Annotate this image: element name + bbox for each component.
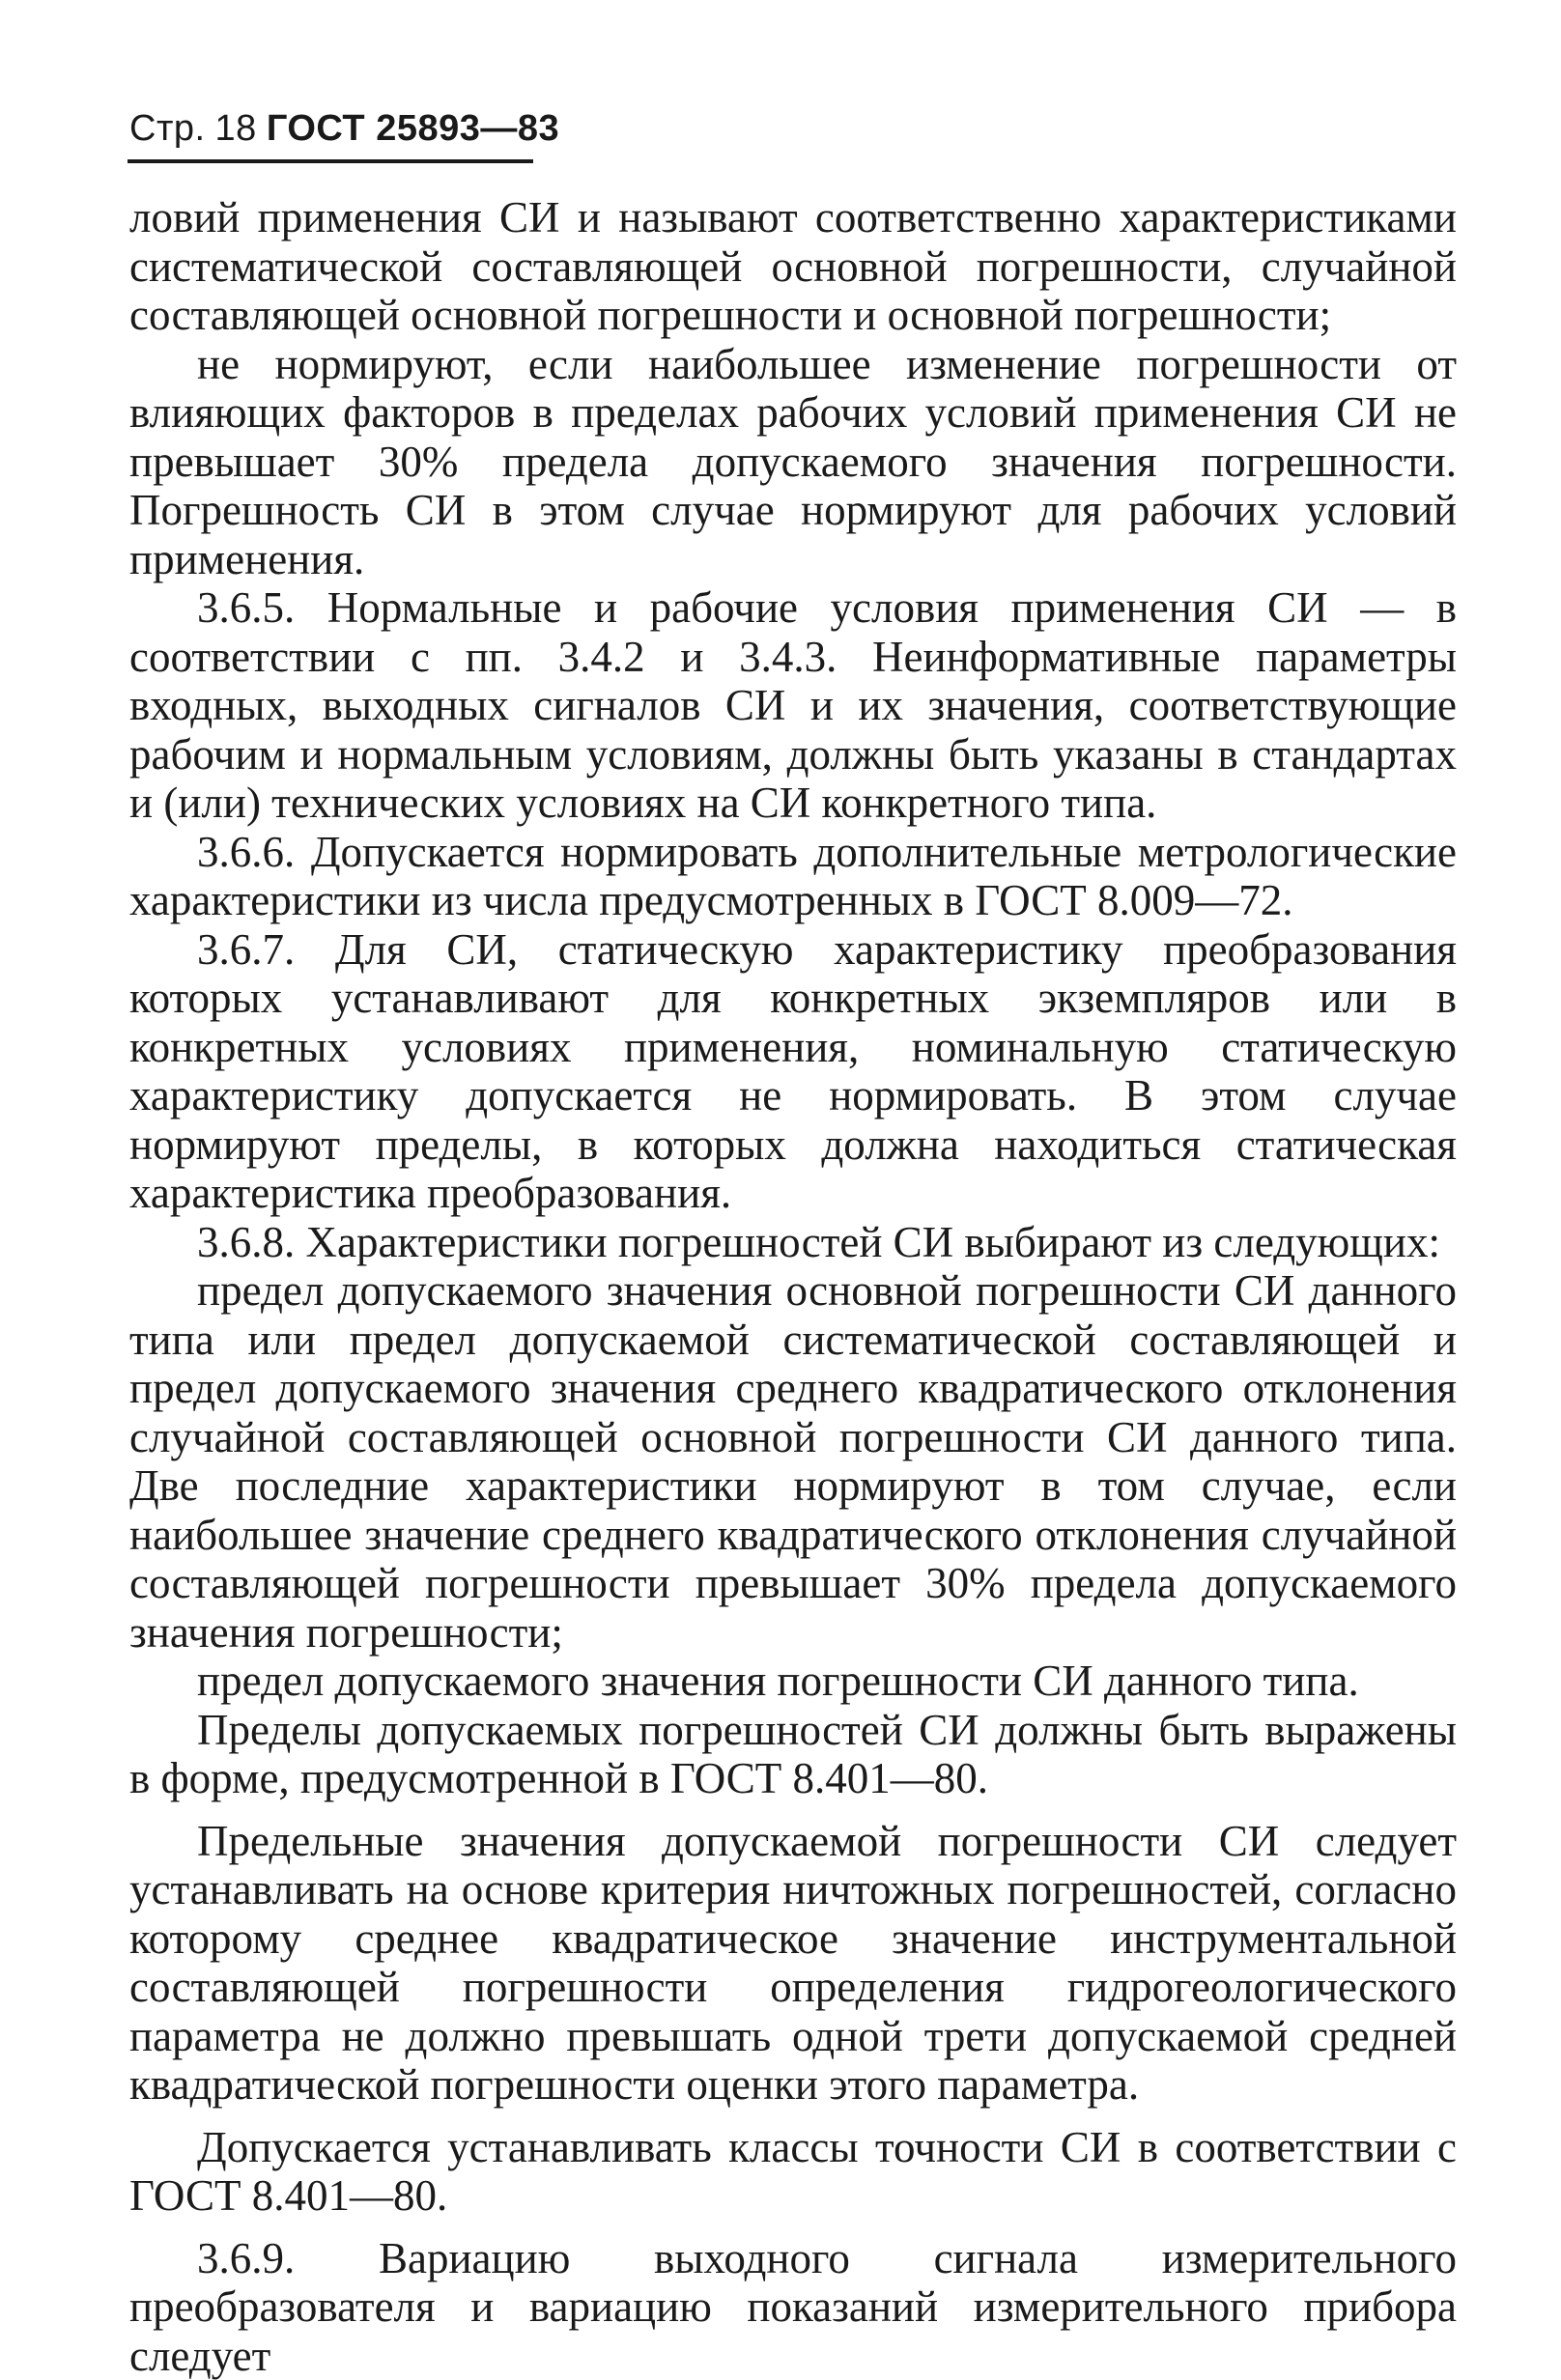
page-header — [129, 106, 559, 151]
document-body — [129, 193, 1457, 2380]
paragraph-3-6-6: 3.6.6. Допускается нормировать дополнительные метрологические характеристики из числа предусмотренных в ГОСТ 8.009—72. — [129, 828, 1457, 925]
paragraph-3-6-7: 3.6.7. Для СИ, статическую характеристику преобразования которых устанавливают для конкретных экземпляров или в конкретных условиях применения, номинальную статическую характеристику допускается не нормировать. В этом случае нормируют пределы, в которых должна находиться статическая характеристика преобразования. — [129, 925, 1457, 1218]
paragraph-not-normalized: не нормируют, если наибольшее изменение погрешности от влияющих факторов в пределах рабочих условий применения СИ не превышает 30% предела допускаемого значения погрешности. Погрешность СИ в этом случае нормируют для рабочих условий применения. — [129, 340, 1457, 584]
paragraph-3-6-5: 3.6.5. Нормальные и рабочие условия применения СИ — в соответствии с пп. 3.4.2 и 3.4.3. Неинформативные параметры входных, выходных сигналов СИ и их значения, соответствующие рабочим и нормальным условиям, должны быть указаны в стандартах и (или) технических условиях на СИ конкретного типа. — [129, 583, 1457, 828]
paragraph-3-6-8: 3.6.8. Характеристики погрешностей СИ выбирают из следующих: — [129, 1218, 1457, 1267]
paragraph-continuation: ловий применения СИ и называют соответственно характеристиками систематической составляющей основной погрешности, случайной составляющей основной погрешности и основной погрешности; — [129, 193, 1457, 340]
header-underline — [128, 159, 533, 163]
paragraph-accuracy-classes: Допускается устанавливать классы точности СИ в соответствии с ГОСТ 8.401—80. — [129, 2123, 1457, 2221]
paragraph-3-6-9: 3.6.9. Вариацию выходного сигнала измерительного преобразователя и вариацию показаний измерительного прибора следует — [129, 2234, 1457, 2380]
paragraph-negligible-error-criterion: Предельные значения допускаемой погрешности СИ следует устанавливать на основе критерия ничтожных погрешностей, согласно которому среднее квадратическое значение инструментальной составляющей погрешности определения гидрогеологического параметра не должно превышать одной трети допускаемой средней квадратической погрешности оценки этого параметра. — [129, 1817, 1457, 2110]
paragraph-basic-error-limit: предел допускаемого значения основной погрешности СИ данного типа или предел допускаемой систематической составляющей и предел допускаемого значения среднего квадратического отклонения случайной составляющей основной погрешности СИ данного типа. Две последние характеристики нормируют в том случае, если наибольшее значение среднего квадратического отклонения случайной составляющей погрешности превышает 30% предела допускаемого значения погрешности; — [129, 1266, 1457, 1657]
paragraph-error-limit: предел допускаемого значения погрешности СИ данного типа. — [129, 1657, 1457, 1706]
paragraph-error-form: Пределы допускаемых погрешностей СИ должны быть выражены в форме, предусмотренной в ГОСТ 8.401—80. — [129, 1706, 1457, 1803]
standard-designation: ГОСТ 25893—83 — [267, 108, 559, 149]
page-label: Стр. — [129, 108, 206, 149]
page-number: 18 — [215, 108, 257, 149]
